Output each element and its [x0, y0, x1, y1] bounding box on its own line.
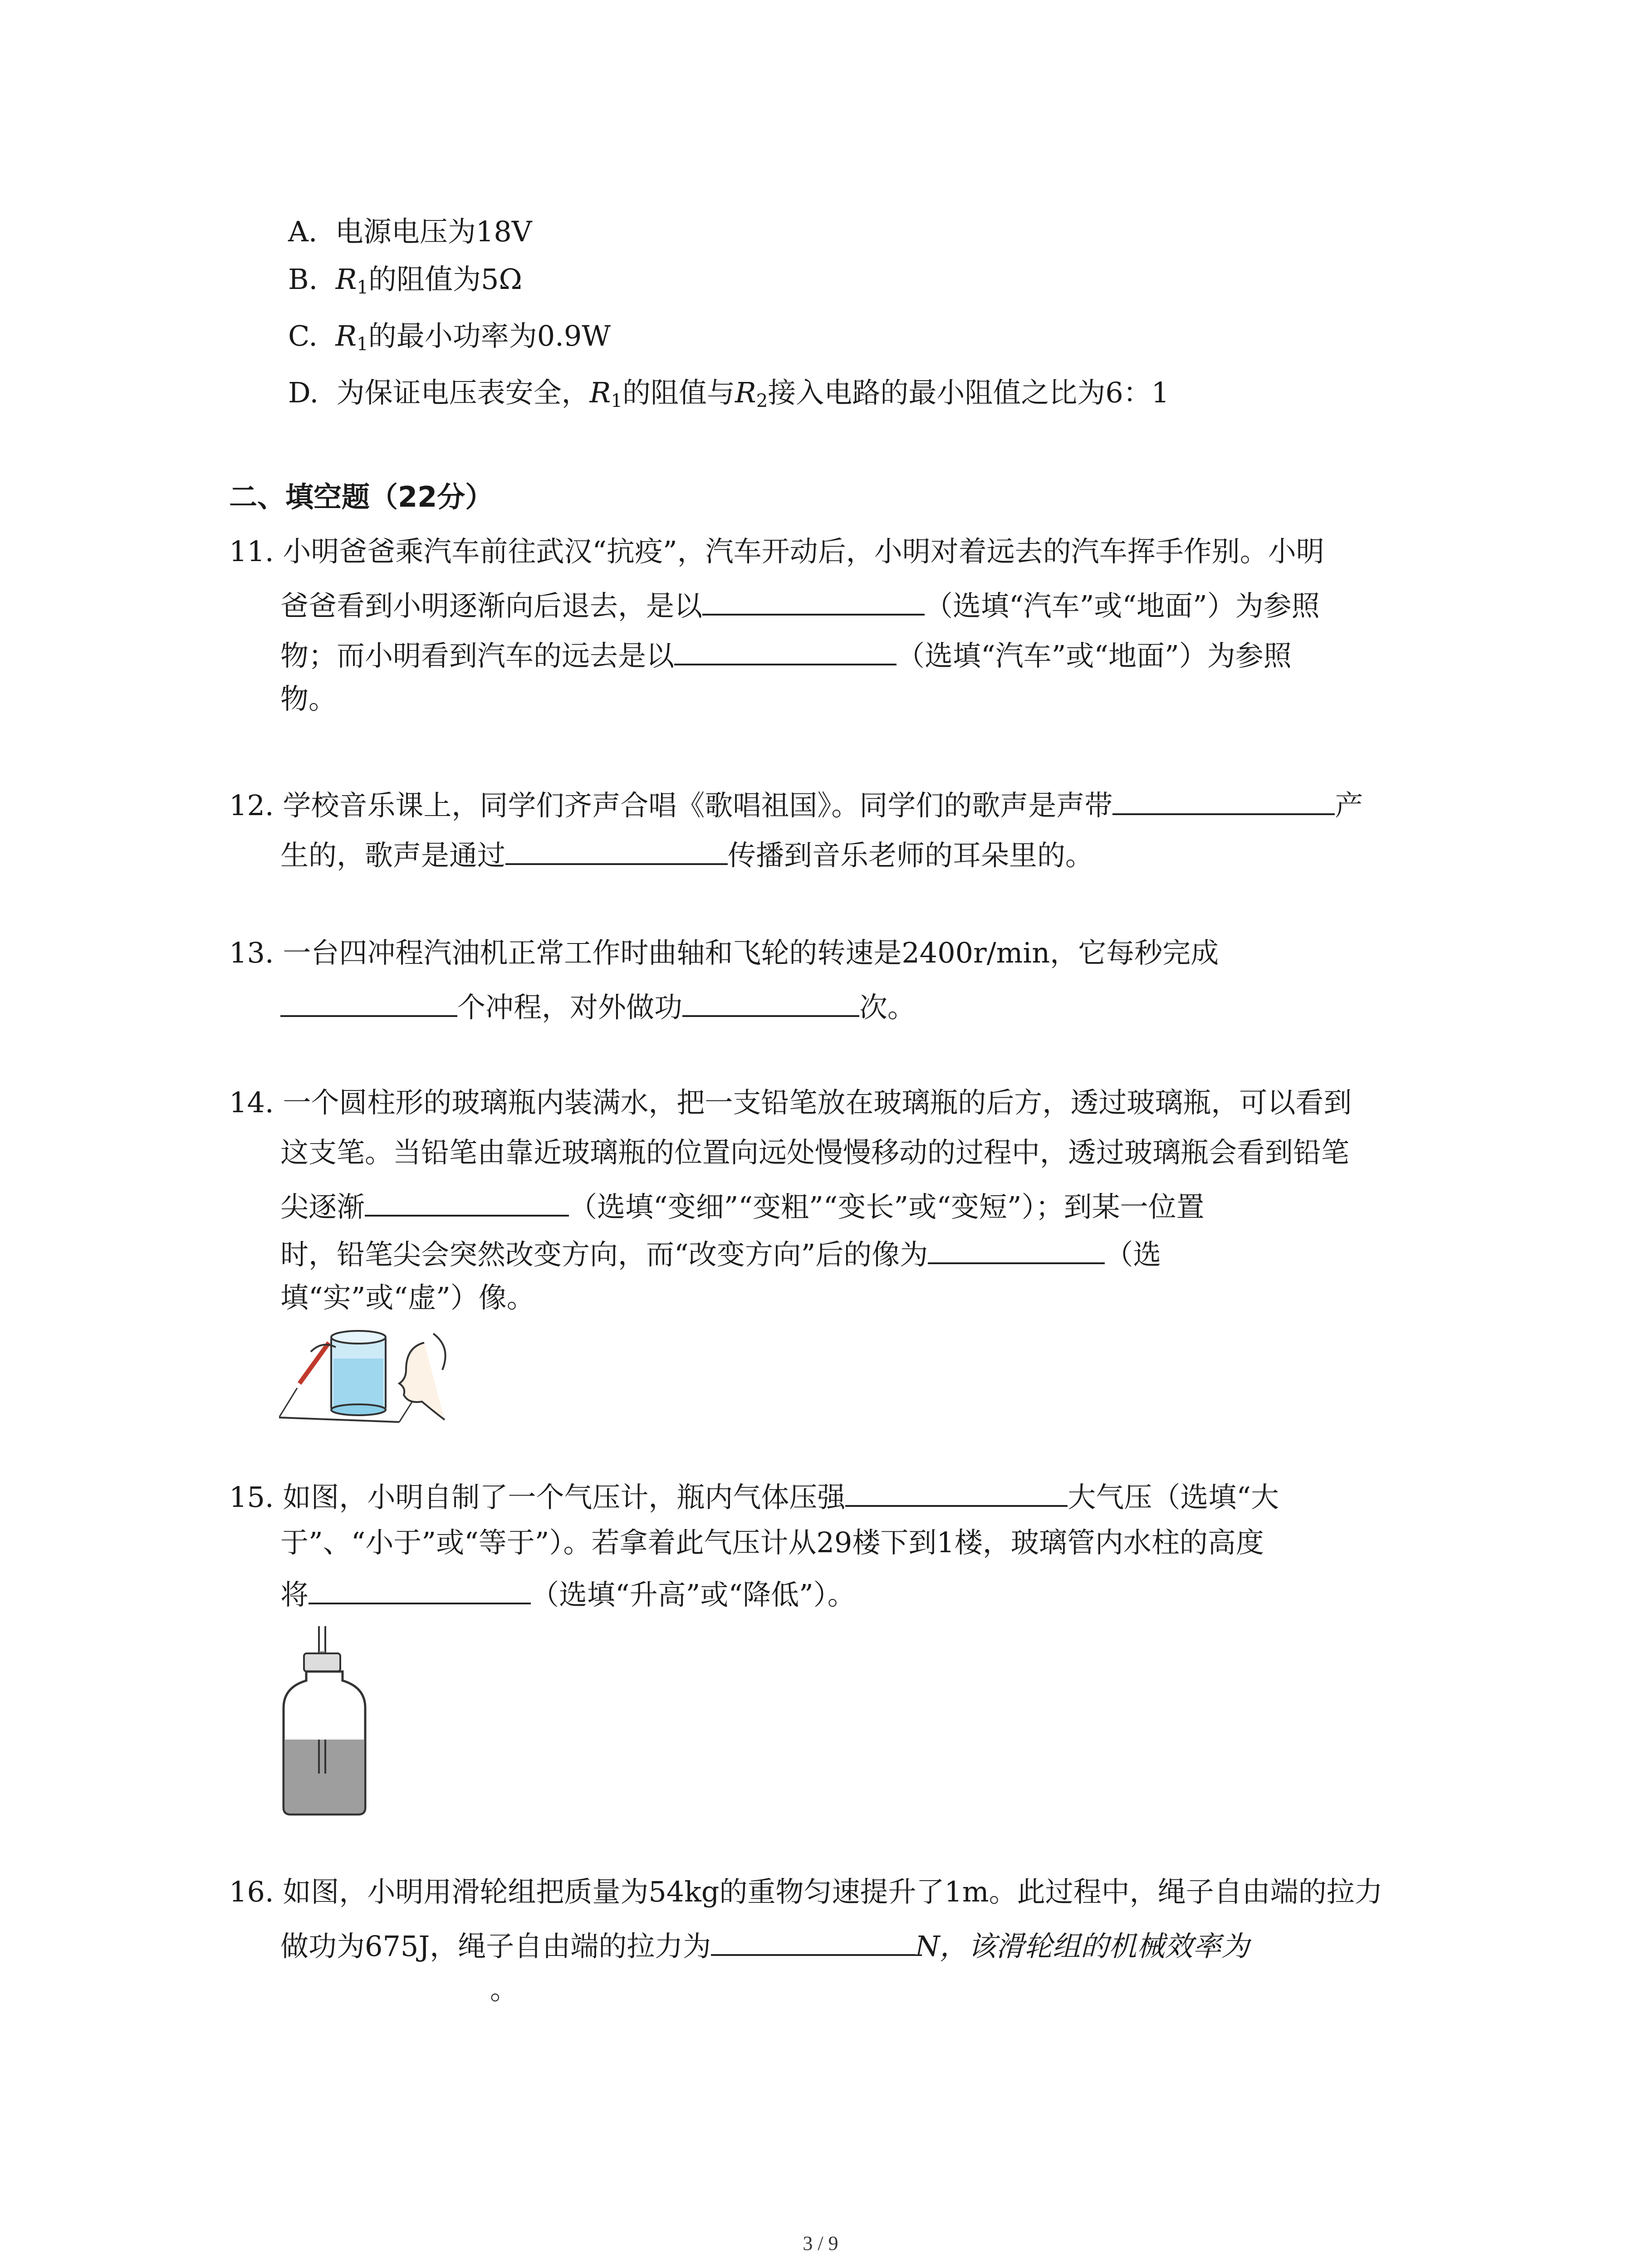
answer-blank[interactable]	[505, 837, 728, 865]
question-16-line-3: 。	[490, 1973, 519, 2006]
question-15-line-3: 将 （选填“升高”或“降低”）。	[280, 1576, 856, 1609]
answer-blank[interactable]	[928, 1236, 1105, 1264]
glass-pencil-figure	[279, 1325, 492, 1429]
option-a: A. 电源电压为18V	[288, 215, 532, 248]
question-14: 14. 一个圆柱形的玻璃瓶内装满水，把一支铅笔放在玻璃瓶的后方，透过玻璃瓶，可以看到	[229, 1086, 1352, 1119]
answer-blank[interactable]	[711, 1928, 915, 1956]
question-16: 16. 如图，小明用滑轮组把质量为54kg的重物匀速提升了1m。此过程中，绳子自由端的拉力	[229, 1875, 1383, 1908]
question-11: 11. 小明爸爸乘汽车前往武汉“抗疫”，汽车开动后，小明对着远去的汽车挥手作别。小明	[229, 535, 1324, 568]
question-11-line-2: 爸爸看到小明逐渐向后退去，是以 （选填“汽车”或“地面”）为参照	[280, 587, 1320, 620]
question-11-line-3: 物；而小明看到汽车的远去是以 （选填“汽车”或“地面”）为参照	[280, 637, 1292, 670]
barometer-bottle-figure	[279, 1624, 370, 1819]
answer-blank[interactable]	[674, 637, 896, 665]
option-d: D. 为保证电压表安全，$R_1$的阻值与$R_2$接入电路的最小阻值之比为6：1	[288, 376, 1170, 412]
question-14-line-5: 填“实”或“虚”）像。	[280, 1281, 535, 1314]
answer-blank[interactable]	[702, 587, 925, 616]
question-12-line-2: 生的，歌声是通过 传播到音乐老师的耳朵里的。	[280, 837, 1093, 870]
answer-blank[interactable]	[1112, 787, 1335, 815]
question-11-line-4: 物。	[280, 682, 337, 715]
answer-blank[interactable]	[845, 1479, 1068, 1507]
answer-blank[interactable]	[309, 1576, 531, 1604]
question-13-line-2: 个冲程，对外做功 次。	[280, 989, 916, 1022]
question-16-line-2: 做功为675J，绳子自由端的拉力为 N，该滑轮组的机械效率为	[280, 1928, 1249, 1960]
question-13: 13. 一台四冲程汽油机正常工作时曲轴和飞轮的转速是2400r/min，它每秒完成	[229, 936, 1219, 969]
option-c: C. $R_1$的最小功率为0.9W	[288, 319, 611, 355]
question-12: 12. 学校音乐课上，同学们齐声合唱《歌唱祖国》。同学们的歌声是声带 产	[229, 787, 1363, 820]
section-title: 二、填空题（22分）	[229, 480, 494, 513]
answer-blank[interactable]	[365, 1188, 569, 1217]
question-14-line-2: 这支笔。当铅笔由靠近玻璃瓶的位置向远处慢慢移动的过程中，透过玻璃瓶会看到铅笔	[280, 1136, 1350, 1169]
question-15: 15. 如图，小明自制了一个气压计，瓶内气体压强 大气压（选填“大	[229, 1479, 1279, 1511]
page-number: 3 / 9	[803, 2232, 838, 2254]
question-14-line-3: 尖逐渐 （选填“变细”“变粗”“变长”或“变短”）；到某一位置	[280, 1188, 1205, 1221]
option-b: B. $R_1$的阻值为5Ω	[288, 263, 522, 298]
answer-blank[interactable]	[682, 989, 859, 1017]
answer-blank[interactable]	[280, 989, 457, 1017]
question-15-line-2: 于”、“小于”或“等于”）。若拿着此气压计从29楼下到1楼，玻璃管内水柱的高度	[280, 1526, 1264, 1559]
question-14-line-4: 时，铅笔尖会突然改变方向，而“改变方向”后的像为 （选	[280, 1236, 1161, 1269]
